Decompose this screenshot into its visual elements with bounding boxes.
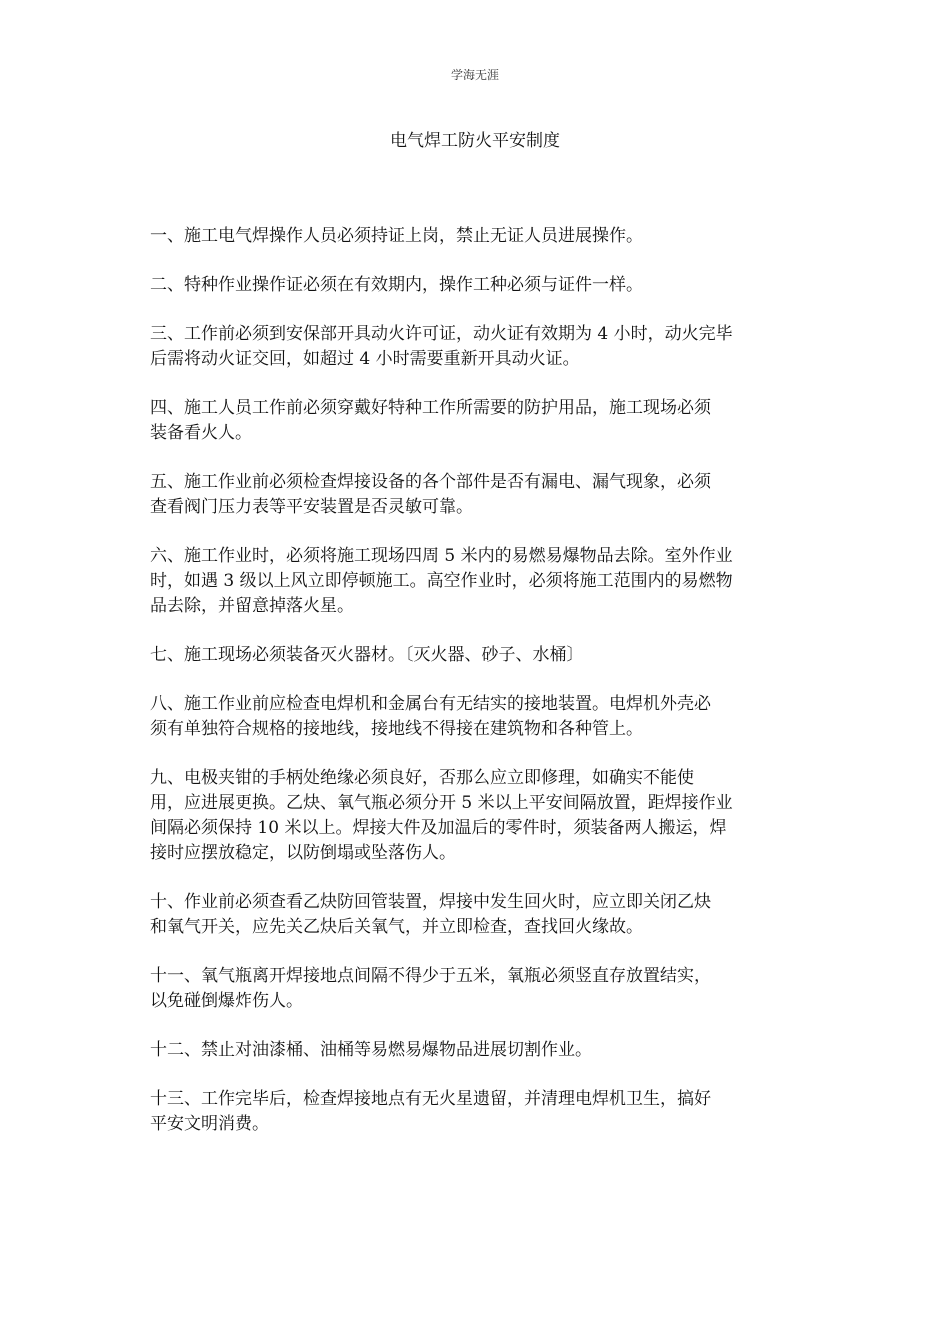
paragraph-line: 二、特种作业操作证必须在有效期内，操作工种必须与证件一样。 bbox=[150, 275, 643, 295]
paragraph-line: 十、作业前必须查看乙炔防回管装置，焊接中发生回火时，应立即关闭乙炔 bbox=[150, 892, 711, 912]
paragraph-10 bbox=[150, 890, 810, 940]
paragraph-12 bbox=[150, 1038, 810, 1063]
paragraph-7 bbox=[150, 643, 810, 668]
paragraph-line: 五、施工作业前必须检查焊接设备的各个部件是否有漏电、漏气现象，必须 bbox=[150, 472, 711, 492]
document-title: 电气焊工防火平安制度 bbox=[390, 131, 560, 151]
paragraph-line: 九、电极夹钳的手柄处绝缘必须良好，否那么应立即修理，如确实不能使 bbox=[150, 768, 694, 788]
paragraph-line: 查看阀门压力表等平安装置是否灵敏可靠。 bbox=[150, 497, 473, 517]
paragraph-5 bbox=[150, 470, 810, 520]
paragraph-line: 七、施工现场必须装备灭火器材。〔灭火器、砂子、水桶〕 bbox=[150, 645, 584, 665]
paragraph-line: 十一、氧气瓶离开焊接地点间隔不得少于五米，氧瓶必须竖直存放置结实， bbox=[150, 966, 711, 986]
paragraph-line: 三、工作前必须到安保部开具动火许可证，动火证有效期为 4 小时，动火完毕 bbox=[150, 324, 733, 344]
paragraph-line: 接时应摆放稳定，以防倒塌或坠落伤人。 bbox=[150, 843, 456, 863]
paragraph-6 bbox=[150, 544, 810, 619]
paragraph-line: 和氧气开关，应先关乙炔后关氧气，并立即检查，查找回火缘故。 bbox=[150, 917, 643, 937]
paragraph-line: 须有单独符合规格的接地线，接地线不得接在建筑物和各种管上。 bbox=[150, 719, 643, 739]
paragraph-13 bbox=[150, 1087, 810, 1137]
document-body bbox=[150, 224, 810, 1161]
paragraph-11 bbox=[150, 964, 810, 1014]
paragraph-9 bbox=[150, 766, 810, 866]
paragraph-line: 后需将动火证交回，如超过 4 小时需要重新开具动火证。 bbox=[150, 349, 580, 369]
paragraph-3 bbox=[150, 322, 810, 372]
paragraph-line: 四、施工人员工作前必须穿戴好特种工作所需要的防护用品，施工现场必须 bbox=[150, 398, 711, 418]
paragraph-line: 品去除，并留意掉落火星。 bbox=[150, 596, 354, 616]
paragraph-4 bbox=[150, 396, 810, 446]
paragraph-line: 时，如遇 3 级以上风立即停顿施工。高空作业时，必须将施工范围内的易燃物 bbox=[150, 571, 733, 591]
paragraph-line: 间隔必须保持 10 米以上。焊接大件及加温后的零件时，须装备两人搬运，焊 bbox=[150, 818, 727, 838]
paragraph-2 bbox=[150, 273, 810, 298]
paragraph-line: 六、施工作业时，必须将施工现场四周 5 米内的易燃易爆物品去除。室外作业 bbox=[150, 546, 733, 566]
paragraph-line: 十二、禁止对油漆桶、油桶等易燃易爆物品进展切割作业。 bbox=[150, 1040, 592, 1060]
paragraph-line: 平安文明消费。 bbox=[150, 1114, 269, 1134]
paragraph-line: 用，应进展更换。乙炔、氧气瓶必须分开 5 米以上平安间隔放置，距焊接作业 bbox=[150, 793, 733, 813]
paragraph-line: 八、施工作业前应检查电焊机和金属台有无结实的接地装置。电焊机外壳必 bbox=[150, 694, 711, 714]
paragraph-line: 装备看火人。 bbox=[150, 423, 252, 443]
page-header: 学海无涯 bbox=[450, 68, 499, 82]
paragraph-line: 十三、工作完毕后，检查焊接地点有无火星遗留，并清理电焊机卫生，搞好 bbox=[150, 1089, 711, 1109]
paragraph-1 bbox=[150, 224, 810, 249]
paragraph-line: 一、施工电气焊操作人员必须持证上岗，禁止无证人员进展操作。 bbox=[150, 226, 643, 246]
paragraph-line: 以免碰倒爆炸伤人。 bbox=[150, 991, 303, 1011]
paragraph-8 bbox=[150, 692, 810, 742]
